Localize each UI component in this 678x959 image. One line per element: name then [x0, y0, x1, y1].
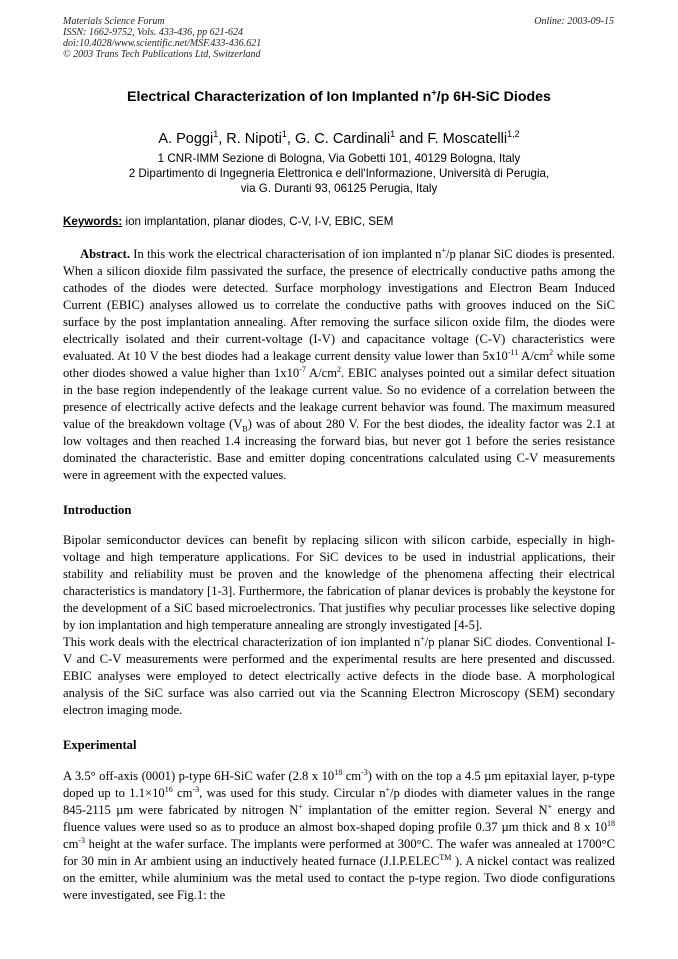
paper-title: Electrical Characterization of Ion Implanted n+/p 6H-SiC Diodes	[127, 87, 551, 105]
affiliation-1: 1 CNR-IMM Sezione di Bologna, Via Gobetti 101, 40129 Bologna, Italy	[157, 152, 521, 165]
keywords-text: ion implantation, planar diodes, C-V, I-V, EBIC, SEM	[125, 215, 394, 228]
journal-name: Materials Science Forum	[63, 16, 165, 27]
author: A. Poggi	[158, 131, 214, 147]
introduction-paragraph-2: This work deals with the electrical characterization of ion implanted n+/p planar SiC diodes. Conventional I-V and C-V measurements were performed and the experimental results are here presented and discussed. EBIC analyses were employed to detect electrically active defects in the diode base. A morphological analysis of the SiC surface was also carried out via the Scanning Electron Microscopy (SEM) secondary electron imaging mode.	[63, 633, 615, 717]
abstract-label: Abstract.	[80, 247, 131, 261]
journal-header	[63, 16, 261, 60]
affiliation-2-address: via G. Duranti 93, 06125 Perugia, Italy	[240, 182, 438, 195]
abstract: Abstract. In this work the electrical characterisation of ion implanted n+/p planar SiC diodes is presented. When a silicon dioxide film passivated the surface, the presence of electrically conductive paths among the cathodes of the diodes were detected. Surface morphology investigations and Electron Beam Induced Current (EBIC) analyses allowed us to correlate the conductive paths with grooves induced on the SiC surface by the post implantation annealing. After removing the surface silicon oxide film, the diodes were electrically isolated and their current-voltage (I-V) and capacitance voltage (C-V) characteristics were evaluated. At 10 V the best diodes had a leakage current density value lower than $5x10^{-11}$ $A/cm^2$ while some other diodes showed a value higher than $1x10^{-7}$ $A/cm^2$. EBIC analyses pointed out a similar defect situation in the base region independently of the leakage current value. So no evidence of a correlation between the presence of electrically active defects and the leakage current behavior was found. The maximum measured value of the breakdown voltage $(V_B)$ was of about 280 V. For the best diodes, the ideality factor was 2.1 at low voltages and then reached 1.4 increasing the forward bias, but never got 1 before the series resistance dominated the characteristic. Base and emitter doping concentrations calculated using C-V measurements were in agreement with the expected values.	[63, 245, 616, 482]
experimental-body: A 3.5° off-axis (0001) p-type 6H-SiC wafer (2.8 x $10^{18}$ $cm^{-3}$) with on the top a 4.5 µm epitaxial layer, p-type doped up to $1.1\times 10^{16}$ $cm^{-3}$, was used for this study. Circular n+/p diodes with diameter values in the range 845-2115 µm were fabricated by nitrogen N+ implantation of the emitter region. Several N+ energy and fluence values were used so as to produce an almost box-shaped doping profile 0.37 µm thick and 8 x $10^{18}$ $cm^{-3}$ height at the wafer surface. The implants were performed at 300°C. The wafer was annealed at 1700°C for 30 min in Ar ambient using an inductively heated furnace (J.I.P.ELEC™ ). A nickel contact was realized on the emitter, while aluminium was the metal used to contact the p-type region. Two diode configurations were investigated, see Fig.1: the	[63, 767, 615, 902]
keywords	[63, 215, 393, 228]
introduction-heading: Introduction	[63, 503, 132, 517]
online-date: Online: 2003-09-15	[534, 16, 614, 27]
keywords-label: Keywords:	[63, 215, 123, 228]
doi-line: doi:10.4028/www.scientific.net/MSF.433-436.621	[63, 38, 262, 49]
issn-line: ISSN: 1662-9752, Vols. 433-436, pp 621-624	[63, 27, 243, 38]
author: F. Moscatelli	[427, 131, 508, 147]
author: R. Nipoti	[226, 131, 282, 147]
introduction-paragraph-1: Bipolar semiconductor devices can benefit by replacing silicon with silicon carbide, especially in high-voltage and high temperature applications. For SiC devices to be used in industrial applications, their stability and reliability must be proven and the knowledge of the phenomena affecting their electrical characteristics is mandatory [1-3]. Furthermore, the fabrication of planar devices is probably the keystone for the development of a SiC based microelectronics. That justifies why peculiar processes like selective doping by ion implantation and high temperature annealing are strongly investigated [4-5].	[63, 533, 615, 632]
copyright-line: © 2003 Trans Tech Publications Ltd, Switzerland	[63, 49, 261, 60]
author-list: A. Poggi$^1$, R. Nipoti$^1$, G. C. Cardinali$^1$ and F. Moscatelli$^{1,2}$	[158, 129, 520, 147]
author: G. C. Cardinali	[294, 131, 391, 147]
introduction-body	[63, 532, 615, 719]
affiliation-2: 2 Dipartimento di Ingegneria Elettronica e dell'Informazione, Università di Perugia,	[128, 167, 550, 180]
experimental-heading: Experimental	[63, 738, 137, 752]
